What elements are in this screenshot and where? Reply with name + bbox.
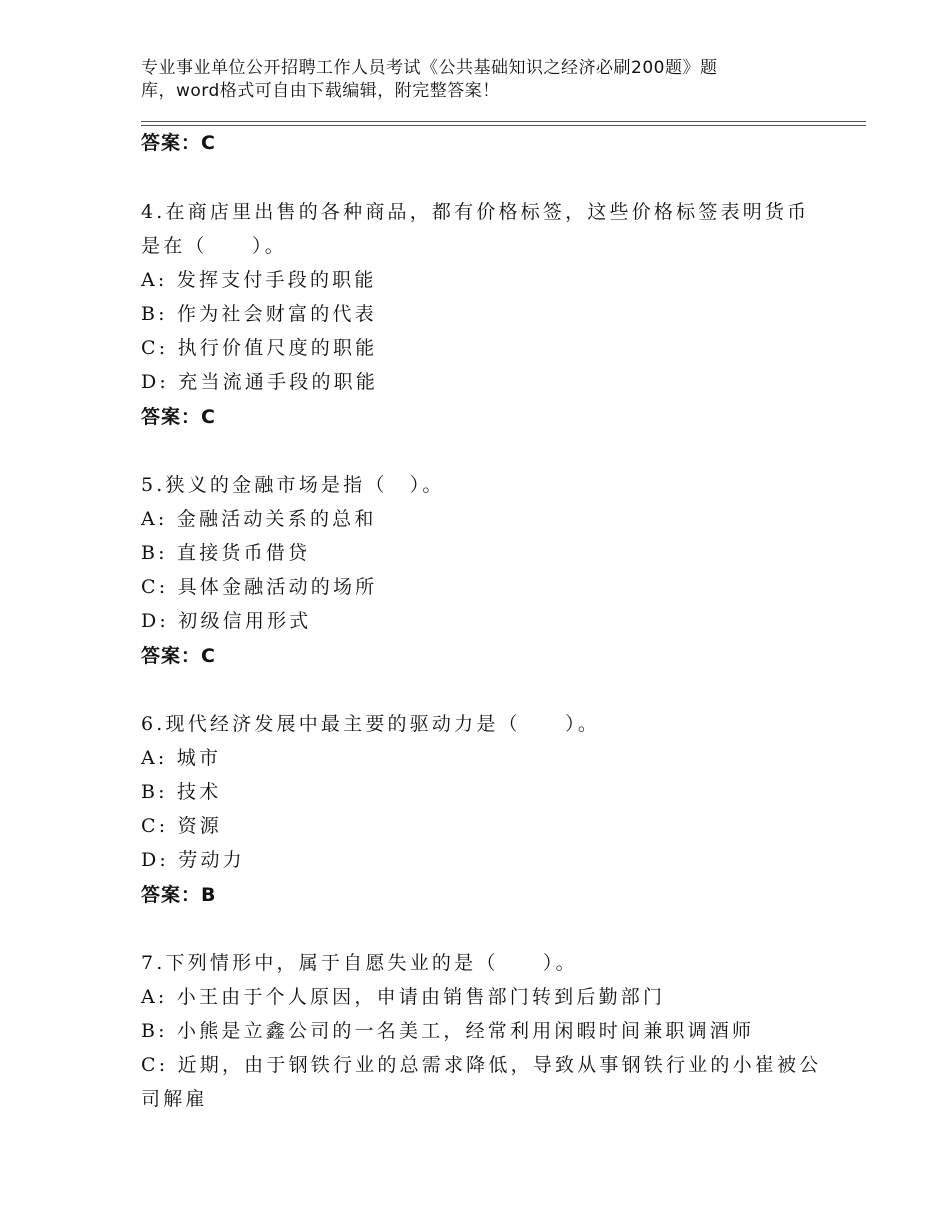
question-7-stem: 7.下列情形中，属于自愿失业的是（ ）。 [141,952,578,974]
answer-q3: 答案：C [141,132,216,154]
answer-q5: 答案：C [141,645,216,667]
question-6-option-b: B: 技术 [141,781,222,803]
question-5-option-c: C: 具体金融活动的场所 [141,576,378,598]
question-4-stem-line-2: 是在（ ）。 [141,235,287,257]
question-4-option-a: A: 发挥支付手段的职能 [141,269,377,291]
header-title-line-1: 专业事业单位公开招聘工作人员考试《公共基础知识之经济必刷200题》题 [141,58,718,78]
question-5-stem: 5.狭义的金融市场是指（ ）。 [141,474,445,496]
document-header [141,57,781,103]
question-4-stem-line-1: 4.在商店里出售的各种商品，都有价格标签，这些价格标签表明货币 [141,201,810,223]
question-7-option-a: A: 小王由于个人原因，申请由销售部门转到后勤部门 [141,986,666,1008]
question-5-option-d: D: 初级信用形式 [141,610,312,632]
answer-q6: 答案：B [141,884,217,906]
question-4-option-b: B: 作为社会财富的代表 [141,303,377,325]
question-5-option-b: B: 直接货币借贷 [141,542,311,564]
question-4-option-d: D: 充当流通手段的职能 [141,371,379,393]
question-7-option-c-line-2: 司解雇 [141,1088,208,1110]
question-6-option-d: D: 劳动力 [141,849,245,871]
answer-q4: 答案：C [141,406,216,428]
question-4-option-c: C: 执行价值尺度的职能 [141,337,378,359]
header-divider-top [141,121,866,122]
question-6-option-c: C: 资源 [141,815,222,837]
question-7-option-b: B: 小熊是立鑫公司的一名美工，经常利用闲暇时间兼职调酒师 [141,1020,755,1042]
header-title-line-2: 库，word格式可自由下载编辑，附完整答案！ [141,81,500,101]
question-6-option-a: A: 城市 [141,747,222,769]
header-divider-bottom [141,125,866,126]
question-5-option-a: A: 金融活动关系的总和 [141,508,377,530]
question-7-option-c-line-1: C: 近期，由于钢铁行业的总需求降低，导致从事钢铁行业的小崔被公 [141,1054,822,1076]
question-6-stem: 6.现代经济发展中最主要的驱动力是（ ）。 [141,713,601,735]
